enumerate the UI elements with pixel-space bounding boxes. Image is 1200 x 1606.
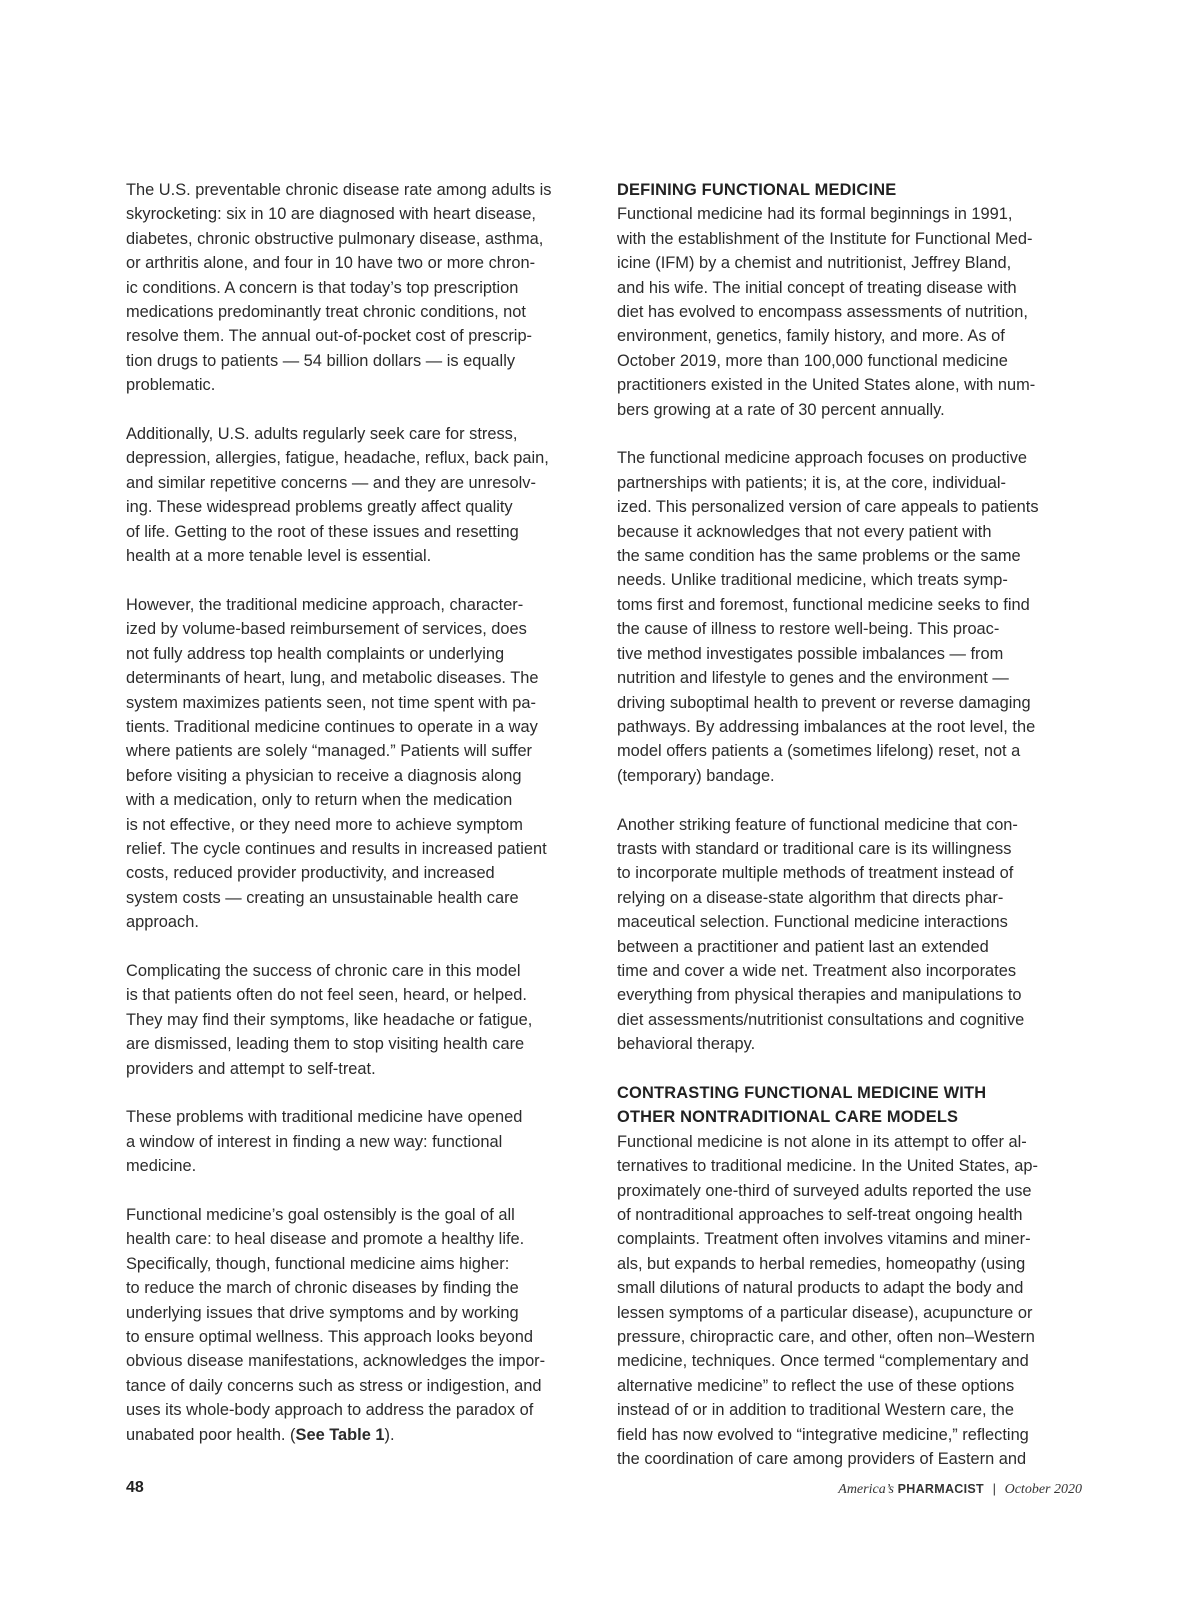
text-line: the cause of illness to restore well-being. This proac- [617, 620, 1000, 639]
text-line: These problems with traditional medicine have opened [126, 1108, 523, 1127]
text-line: small dilutions of natural products to adapt the body and [617, 1279, 1024, 1298]
text-line: The U.S. preventable chronic disease rate among adults is [126, 181, 552, 199]
text-line: to reduce the march of chronic diseases by finding the [126, 1279, 519, 1298]
text-line: partnerships with patients; it is, at the core, individual- [617, 473, 1007, 492]
text-line: system maximizes patients seen, not time spent with pa- [126, 693, 536, 712]
text-line: underlying issues that drive symptoms and by working [126, 1303, 519, 1322]
text-line: The functional medicine approach focuses on productive [617, 449, 1028, 468]
text-line: tients. Traditional medicine continues to operate in a way [126, 717, 538, 736]
text-line: alternative medicine” to reflect the use of these options [617, 1376, 1015, 1395]
text-line: medicine. [126, 1157, 197, 1176]
text-line: icine (IFM) by a chemist and nutritionist, Jeffrey Bland, [617, 254, 1012, 273]
text-line: everything from physical therapies and manipulations to [617, 986, 1022, 1005]
text-line: ized. This personalized version of care appeals to patients [617, 498, 1039, 517]
text-line: ic conditions. A concern is that today’s top prescription [126, 278, 519, 297]
text-line: tive method investigates possible imbalances — from [617, 644, 1004, 663]
text-line: approach. [126, 913, 199, 932]
section-heading-contrasting [617, 1081, 1087, 1130]
text-line: proximately one-third of surveyed adults reported the use [617, 1181, 1032, 1200]
text-line: behavioral therapy. [617, 1035, 756, 1054]
left-paragraph-6-last-line [126, 1423, 596, 1447]
text-line: Functional medicine’s goal ostensibly is the goal of all [126, 1205, 515, 1224]
text-line: obvious disease manifestations, acknowledges the impor- [126, 1352, 546, 1371]
text-line: health at a more tenable level is essential. [126, 547, 432, 566]
text-line: CONTRASTING FUNCTIONAL MEDICINE WITH [617, 1083, 987, 1102]
text-line: time and cover a wide net. Treatment also incorporates [617, 961, 1017, 980]
text-line: model offers patients a (sometimes lifelong) reset, not a [617, 742, 1021, 761]
page-footer [126, 1479, 1082, 1501]
text-line: costs, reduced provider productivity, and increased [126, 864, 495, 883]
text-line: diabetes, chronic obstructive pulmonary disease, asthma, [126, 229, 544, 248]
text-line: where patients are solely “managed.” Patients will suffer [126, 742, 533, 761]
text-line: als, but expands to herbal remedies, homeopathy (using [617, 1254, 1026, 1273]
text-line: practitioners existed in the United States alone, with num- [617, 376, 1036, 395]
publication-prefix: America’s [838, 1482, 894, 1497]
section-heading-defining: DEFINING FUNCTIONAL MEDICINE [617, 181, 897, 199]
text-line: maceutical selection. Functional medicine interactions [617, 913, 1008, 932]
text-line: diet assessments/nutritionist consultations and cognitive [617, 1010, 1025, 1029]
text-line: and his wife. The initial concept of treating disease with [617, 278, 1017, 297]
right-paragraph-4 [617, 1130, 1087, 1472]
left-paragraph-4 [126, 959, 596, 1081]
text-line: because it acknowledges that not every patient with [617, 522, 992, 541]
text-line: to ensure optimal wellness. This approach looks beyond [126, 1328, 533, 1347]
text-line: system costs — creating an unsustainable health care [126, 888, 519, 907]
text-line: Specifically, though, functional medicine aims higher: [126, 1254, 510, 1273]
text-line: instead of or in addition to traditional Western care, the [617, 1401, 1014, 1420]
text-line: However, the traditional medicine approach, character- [126, 595, 524, 614]
text-line: OTHER NONTRADITIONAL CARE MODELS [617, 1108, 959, 1127]
text-line: relief. The cycle continues and results in increased patient [126, 839, 547, 858]
text-line: Another striking feature of functional medicine that con- [617, 815, 1018, 834]
right-paragraph-1 [617, 202, 1087, 422]
text-line: toms first and foremost, functional medicine seeks to find [617, 595, 1030, 614]
text-line: to incorporate multiple methods of treatment instead of [617, 864, 1014, 883]
left-paragraph-6-body [126, 1203, 596, 1423]
text-line: lessen symptoms of a particular disease), acupuncture or [617, 1303, 1033, 1322]
table-ref-prefix: unabated poor health. ( [126, 1425, 296, 1444]
right-paragraph-3 [617, 813, 1087, 1057]
publication-masthead [838, 1481, 1082, 1498]
text-line: and similar repetitive concerns — and they are unresolv- [126, 473, 536, 492]
text-line: before visiting a physician to receive a diagnosis along [126, 766, 522, 785]
issue-date: October 2020 [1004, 1482, 1082, 1497]
text-line: is not effective, or they need more to achieve symptom [126, 815, 523, 834]
text-line: pathways. By addressing imbalances at the root level, the [617, 717, 1036, 736]
text-line: They may find their symptoms, like headache or fatigue, [126, 1010, 533, 1029]
see-table-1-link[interactable]: See Table 1 [295, 1425, 385, 1444]
text-line: the same condition has the same problems or the same [617, 547, 1021, 566]
text-line: relying on a disease-state algorithm that directs phar- [617, 888, 1004, 907]
masthead-separator: | [992, 1481, 996, 1496]
text-line: tion drugs to patients — 54 billion dollars — is equally [126, 351, 516, 370]
text-line: diet has evolved to encompass assessments of nutrition, [617, 303, 1028, 322]
text-line: environment, genetics, family history, and more. As of [617, 327, 1005, 346]
text-line: October 2019, more than 100,000 functional medicine [617, 351, 1008, 370]
left-column [126, 178, 596, 1471]
text-line: nutrition and lifestyle to genes and the environment — [617, 669, 1009, 688]
text-line: uses its whole-body approach to address the paradox of [126, 1401, 534, 1420]
text-line: bers growing at a rate of 30 percent annually. [617, 400, 945, 419]
table-ref-suffix: ). [384, 1425, 395, 1444]
text-line: with the establishment of the Institute for Functional Med- [617, 229, 1033, 248]
text-line: Functional medicine is not alone in its attempt to offer al- [617, 1132, 1027, 1151]
left-paragraph-6 [126, 1203, 596, 1447]
text-line: needs. Unlike traditional medicine, which treats symp- [617, 571, 1008, 590]
text-line: pressure, chiropractic care, and other, often non–Western [617, 1328, 1035, 1347]
text-line: determinants of heart, lung, and metabolic diseases. The [126, 669, 539, 688]
text-line: medications predominantly treat chronic conditions, not [126, 303, 526, 322]
text-line: Complicating the success of chronic care in this model [126, 961, 521, 980]
text-line: of nontraditional approaches to self-treat ongoing health [617, 1206, 1023, 1225]
text-line: the coordination of care among providers of Eastern and [617, 1450, 1027, 1469]
text-line: not fully address top health complaints or underlying [126, 644, 505, 663]
text-line: Additionally, U.S. adults regularly seek care for stress, [126, 425, 518, 444]
right-column [617, 178, 1087, 1496]
text-line: driving suboptimal health to prevent or reverse damaging [617, 693, 1031, 712]
text-line: depression, allergies, fatigue, headache, reflux, back pain, [126, 449, 549, 468]
text-line: problematic. [126, 376, 216, 395]
text-line: tance of daily concerns such as stress or indigestion, and [126, 1376, 542, 1395]
text-line: medicine, techniques. Once termed “complementary and [617, 1352, 1029, 1371]
text-line: field has now evolved to “integrative medicine,” reflecting [617, 1425, 1029, 1444]
text-line: ized by volume-based reimbursement of services, does [126, 620, 527, 639]
text-line: health care: to heal disease and promote a healthy life. [126, 1230, 525, 1249]
right-paragraph-2 [617, 446, 1087, 788]
text-line: providers and attempt to self-treat. [126, 1059, 376, 1078]
publication-brand: PHARMACIST [897, 1482, 984, 1496]
text-line: Functional medicine had its formal beginnings in 1991, [617, 205, 1013, 224]
left-paragraph-5 [126, 1105, 596, 1178]
text-line: or arthritis alone, and four in 10 have two or more chron- [126, 254, 536, 273]
text-line: are dismissed, leading them to stop visiting health care [126, 1035, 525, 1054]
left-paragraph-3 [126, 593, 596, 935]
text-line: ing. These widespread problems greatly affect quality [126, 498, 513, 517]
text-line: skyrocketing: six in 10 are diagnosed with heart disease, [126, 205, 536, 224]
text-line: of life. Getting to the root of these issues and resetting [126, 522, 519, 541]
left-paragraph-1 [126, 178, 596, 398]
text-line: between a practitioner and patient last an extended [617, 937, 989, 956]
text-line: is that patients often do not feel seen, heard, or helped. [126, 986, 527, 1005]
text-line: complaints. Treatment often involves vitamins and miner- [617, 1230, 1031, 1249]
left-paragraph-2 [126, 422, 596, 568]
text-line: (temporary) bandage. [617, 766, 775, 785]
text-line: resolve them. The annual out-of-pocket cost of prescrip- [126, 327, 533, 346]
text-line: a window of interest in finding a new way: functional [126, 1132, 503, 1151]
text-line: with a medication, only to return when the medication [126, 791, 513, 810]
page-number: 48 [126, 1479, 144, 1496]
text-line: ternatives to traditional medicine. In the United States, ap- [617, 1157, 1038, 1176]
text-line: trasts with standard or traditional care is its willingness [617, 839, 1012, 858]
